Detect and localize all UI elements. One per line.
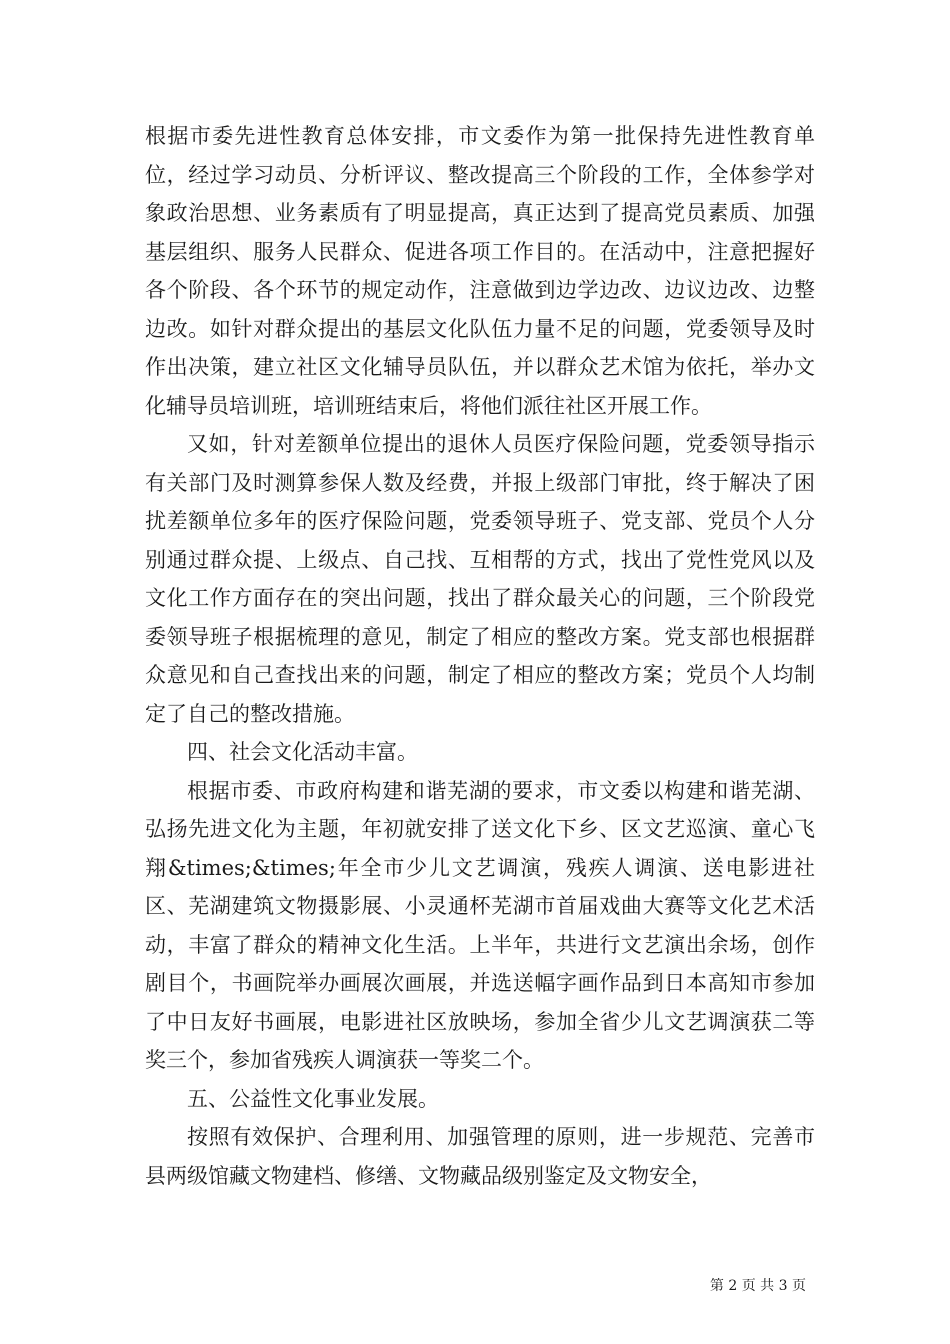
paragraph-3: 根据市委、市政府构建和谐芜湖的要求，市文委以构建和谐芜湖、弘扬先进文化为主题，年初就安排了送文化下乡、区文艺巡演、童心飞翔&times;&times;年全市少儿文艺调演，残疾人调演、送电影进社区、芜湖建筑文物摄影展、小灵通杯芜湖市首届戏曲大赛等文化艺术活动，丰富了群众的精神文化生活。上半年，共进行文艺演出余场，创作剧目个，书画院举办画展次画展，并选送幅字画作品到日本高知市参加了中日友好书画展，电影进社区放映场，参加全省少儿文艺调演获二等奖三个，参加省残疾人调演获一等奖二个。 (145, 778, 815, 1072)
section-heading-4: 四、社会文化活动丰富。 (187, 740, 418, 764)
paragraph-4: 按照有效保护、合理利用、加强管理的原则，进一步规范、完善市县两级馆藏文物建档、修缮、文物藏品级别鉴定及文物安全， (145, 1125, 815, 1188)
paragraph-1: 根据市委先进性教育总体安排，市文委作为第一批保持先进性教育单位，经过学习动员、分析评议、整改提高三个阶段的工作，全体参学对象政治思想、业务素质有了明显提高，真正达到了提高党员素质、加强基层组织、服务人民群众、促进各项工作目的。在活动中，注意把握好各个阶段、各个环节的规定动作，注意做到边学边改、边议边改、边整边改。如针对群众提出的基层文化队伍力量不足的问题，党委领导及时作出决策，建立社区文化辅导员队伍，并以群众艺术馆为依托，举办文化辅导员培训班，培训班结束后，将他们派往社区开展工作。 (145, 124, 815, 418)
page-number-footer: 第 2 页 共 3 页 (709, 1278, 806, 1294)
section-heading-5: 五、公益性文化事业发展。 (187, 1086, 439, 1111)
paragraph-2: 又如，针对差额单位提出的退休人员医疗保险问题，党委领导指示有关部门及时测算参保人数及经费，并报上级部门审批，终于解决了困扰差额单位多年的医疗保险问题，党委领导班子、党支部、党员个人分别通过群众提、上级点、自己找、互相帮的方式，找出了党性党风以及文化工作方面存在的突出问题，找出了群众最关心的问题，三个阶段党委领导班子根据梳理的意见，制定了相应的整改方案。党支部也根据群众意见和自己查找出来的问题，制定了相应的整改方案；党员个人均制定了自己的整改措施。 (145, 432, 815, 726)
document-body (145, 117, 815, 1195)
